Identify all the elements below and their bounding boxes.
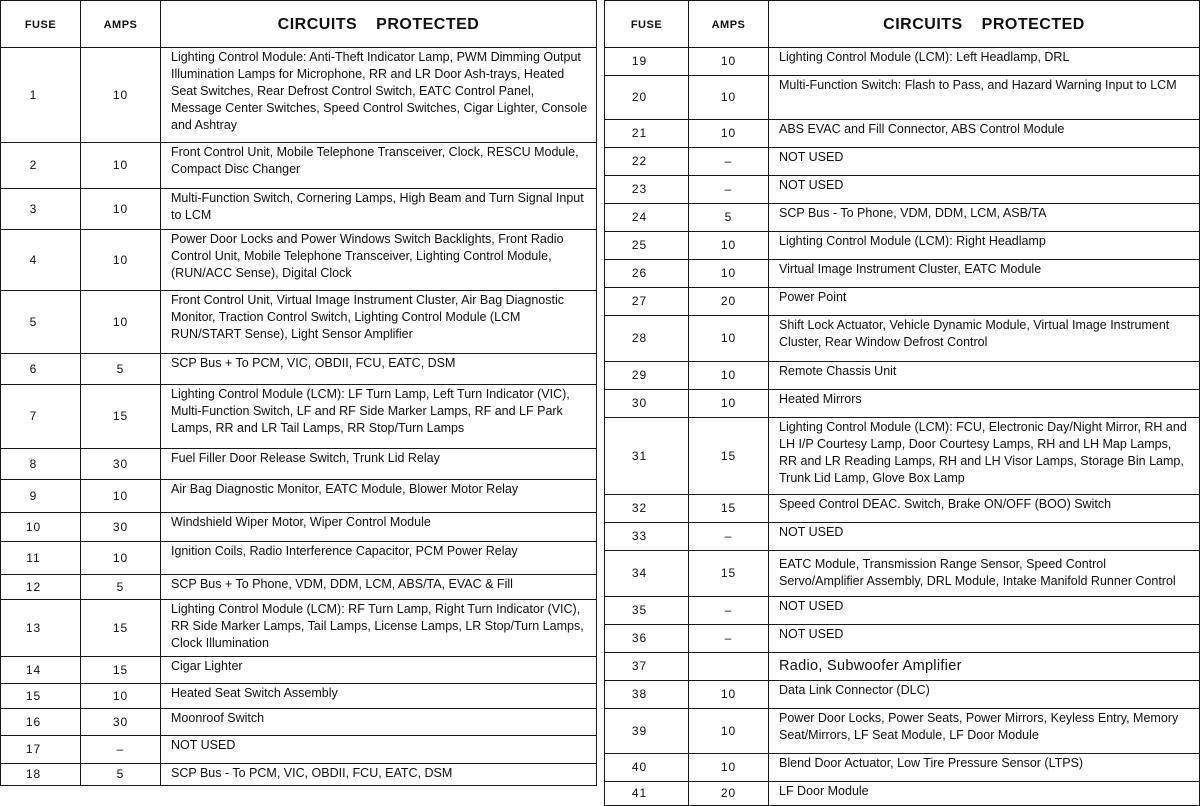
circuits-protected: Remote Chassis Unit (769, 362, 1200, 390)
fuse-amps: 30 (81, 513, 161, 542)
fuse-number: 6 (1, 354, 81, 385)
left-fuse-table-panel (0, 0, 597, 781)
fuse-number: 3 (1, 189, 81, 230)
fuse-amps: 10 (689, 754, 769, 782)
fuse-number: 29 (605, 362, 689, 390)
circuits-protected: Ignition Coils, Radio Interference Capacitor, PCM Power Relay (161, 542, 597, 575)
fuse-amps: 10 (689, 709, 769, 754)
circuits-protected: EATC Module, Transmission Range Sensor, Speed Control Servo/Amplifier Assembly, DRL Module, Intake Manifold Runner Control (769, 551, 1200, 597)
fuse-number: 19 (605, 48, 689, 76)
fuse-row (1, 600, 597, 657)
fuse-amps: 10 (81, 189, 161, 230)
fuse-amps: 10 (81, 542, 161, 575)
right-fuse-table (604, 0, 1200, 806)
fuse-row (1, 189, 597, 230)
fuse-number: 14 (1, 657, 81, 684)
fuse-row (1, 48, 597, 143)
fuse-number: 17 (1, 736, 81, 764)
fuse-amps: 10 (81, 230, 161, 291)
fuse-number: 20 (605, 76, 689, 120)
fuse-row (1, 449, 597, 480)
circuits-protected: Lighting Control Module (LCM): Left Headlamp, DRL (769, 48, 1200, 76)
fuse-amps: 5 (81, 354, 161, 385)
fuse-number: 5 (1, 291, 81, 354)
fuse-row (605, 653, 1200, 681)
fuse-number: 26 (605, 260, 689, 288)
fuse-amps: 15 (81, 385, 161, 449)
circuits-protected: SCP Bus - To PCM, VIC, OBDII, FCU, EATC, DSM (161, 764, 597, 786)
fuse-number: 30 (605, 390, 689, 418)
fuse-row (605, 148, 1200, 176)
circuits-protected: Power Point (769, 288, 1200, 316)
fuse-row (605, 232, 1200, 260)
fuse-number: 9 (1, 480, 81, 513)
fuse-amps: – (689, 597, 769, 625)
fuse-amps: 10 (81, 143, 161, 189)
circuits-protected: ABS EVAC and Fill Connector, ABS Control Module (769, 120, 1200, 148)
circuits-protected: SCP Bus - To Phone, VDM, DDM, LCM, ASB/TA (769, 204, 1200, 232)
fuse-number: 36 (605, 625, 689, 653)
fuse-amps: 15 (689, 495, 769, 523)
fuse-row (1, 385, 597, 449)
circuits-protected: Cigar Lighter (161, 657, 597, 684)
fuse-number: 31 (605, 418, 689, 495)
fuse-amps: – (81, 736, 161, 764)
fuse-number: 10 (1, 513, 81, 542)
circuits-protected: Shift Lock Actuator, Vehicle Dynamic Module, Virtual Image Instrument Cluster, Rear Window Defrost Control (769, 316, 1200, 362)
circuits-protected: NOT USED (769, 523, 1200, 551)
circuits-protected: Lighting Control Module (LCM): FCU, Electronic Day/Night Mirror, RH and LH I/P Courtesy Lamp, Door Courtesy Lamps, RH and LH Map Lamps, RR and LR Reading Lamps, RH and LH Visor Lamps, Storage Bin Lamp, Trunk Lid Lamp, Glove Box Lamp (769, 418, 1200, 495)
fuse-number: 39 (605, 709, 689, 754)
fuse-row (605, 204, 1200, 232)
fuse-number: 15 (1, 684, 81, 709)
fuse-row (605, 625, 1200, 653)
right-fuse-table-panel (604, 0, 1200, 800)
left-header-row (1, 1, 597, 48)
fuse-number: 22 (605, 148, 689, 176)
fuse-row (605, 782, 1200, 806)
circuits-protected: LF Door Module (769, 782, 1200, 806)
panel-divider (597, 0, 604, 778)
circuits-protected: Data Link Connector (DLC) (769, 681, 1200, 709)
fuse-amps: 10 (689, 120, 769, 148)
fuse-amps: 10 (689, 681, 769, 709)
circuits-protected: Multi-Function Switch, Cornering Lamps, High Beam and Turn Signal Input to LCM (161, 189, 597, 230)
fuse-row (605, 76, 1200, 120)
circuits-protected: Front Control Unit, Mobile Telephone Transceiver, Clock, RESCU Module, Compact Disc Changer (161, 143, 597, 189)
circuits-protected: Radio, Subwoofer Amplifier (769, 653, 1200, 681)
fuse-number: 37 (605, 653, 689, 681)
fuse-number: 40 (605, 754, 689, 782)
circuits-protected: Moonroof Switch (161, 709, 597, 736)
fuse-number: 38 (605, 681, 689, 709)
fuse-amps: 10 (689, 362, 769, 390)
circuits-protected: Lighting Control Module (LCM): LF Turn Lamp, Left Turn Indicator (VIC), Multi-Function Switch, LF and RF Side Marker Lamps, RF and LF Park Lamps, RR and LR Tail Lamps, RR Stop/Turn Lamps (161, 385, 597, 449)
fuse-row (605, 709, 1200, 754)
fuse-number: 12 (1, 575, 81, 600)
fuse-row (1, 230, 597, 291)
fuse-row (605, 48, 1200, 76)
fuse-number: 1 (1, 48, 81, 143)
fuse-amps (689, 653, 769, 681)
left-fuse-table (0, 0, 597, 786)
fuse-row (1, 291, 597, 354)
fuse-row (1, 143, 597, 189)
fuse-amps: – (689, 148, 769, 176)
fuse-amps: 10 (81, 480, 161, 513)
circuits-protected: Virtual Image Instrument Cluster, EATC Module (769, 260, 1200, 288)
circuits-protected: Power Door Locks, Power Seats, Power Mirrors, Keyless Entry, Memory Seat/Mirrors, LF Seat Module, LF Door Module (769, 709, 1200, 754)
fuse-number: 13 (1, 600, 81, 657)
fuse-row (605, 288, 1200, 316)
fuse-number: 11 (1, 542, 81, 575)
fuse-number: 23 (605, 176, 689, 204)
fuse-number: 27 (605, 288, 689, 316)
circuits-protected: Speed Control DEAC. Switch, Brake ON/OFF (BOO) Switch (769, 495, 1200, 523)
fuse-row (605, 418, 1200, 495)
fuse-number: 24 (605, 204, 689, 232)
fuse-row (605, 681, 1200, 709)
circuits-protected: Blend Door Actuator, Low Tire Pressure Sensor (LTPS) (769, 754, 1200, 782)
circuits-protected: Lighting Control Module (LCM): Right Headlamp (769, 232, 1200, 260)
fuse-amps: 15 (81, 657, 161, 684)
fuse-number: 41 (605, 782, 689, 806)
fuse-amps: 10 (689, 316, 769, 362)
fuse-number: 7 (1, 385, 81, 449)
circuits-column-header: CIRCUITS PROTECTED (161, 1, 597, 48)
fuse-amps: 15 (689, 418, 769, 495)
fuse-amps: 10 (81, 48, 161, 143)
fuse-amps: – (689, 625, 769, 653)
fuse-row (1, 764, 597, 786)
fuse-number: 16 (1, 709, 81, 736)
fuse-amps: 10 (81, 684, 161, 709)
fuse-row (605, 260, 1200, 288)
fuse-row (605, 362, 1200, 390)
amps-column-header: AMPS (689, 1, 769, 48)
fuse-column-header: FUSE (1, 1, 81, 48)
fuse-row (605, 120, 1200, 148)
circuits-protected: NOT USED (769, 597, 1200, 625)
fuse-amps: 20 (689, 288, 769, 316)
fuse-amps: 10 (689, 76, 769, 120)
fuse-number: 25 (605, 232, 689, 260)
circuits-protected: Lighting Control Module (LCM): RF Turn Lamp, Right Turn Indicator (VIC), RR Side Marker Lamps, Tail Lamps, License Lamps, LR Stop/Turn Lamps, Clock Illumination (161, 600, 597, 657)
circuits-protected: NOT USED (769, 148, 1200, 176)
fuse-number: 35 (605, 597, 689, 625)
fuse-row (1, 480, 597, 513)
fuse-amps: 5 (689, 204, 769, 232)
fuse-amps: 15 (81, 600, 161, 657)
circuits-protected: Fuel Filler Door Release Switch, Trunk Lid Relay (161, 449, 597, 480)
circuits-protected: NOT USED (769, 176, 1200, 204)
circuits-protected: Lighting Control Module: Anti-Theft Indicator Lamp, PWM Dimming Output Illumination Lamps for Microphone, RR and LR Door Ash-trays, Heated Seat Switches, Rear Defrost Control Switch, EATC Control Panel, Message Center Switches, Speed Control Switches, Cigar Lighter, Console and Ashtray (161, 48, 597, 143)
fuse-amps: 10 (689, 260, 769, 288)
fuse-row (1, 657, 597, 684)
fuse-number: 18 (1, 764, 81, 786)
fuse-row (605, 754, 1200, 782)
amps-column-header: AMPS (81, 1, 161, 48)
fuse-row (1, 736, 597, 764)
fuse-row (1, 513, 597, 542)
fuse-row (1, 542, 597, 575)
fuse-row (605, 176, 1200, 204)
fuse-amps: 30 (81, 709, 161, 736)
fuse-number: 32 (605, 495, 689, 523)
circuits-protected: Air Bag Diagnostic Monitor, EATC Module, Blower Motor Relay (161, 480, 597, 513)
fuse-amps: – (689, 523, 769, 551)
circuits-protected: SCP Bus + To Phone, VDM, DDM, LCM, ABS/TA, EVAC & Fill (161, 575, 597, 600)
circuits-protected: Front Control Unit, Virtual Image Instrument Cluster, Air Bag Diagnostic Monitor, Traction Control Switch, Lighting Control Module (LCM RUN/START Sense), Light Sensor Amplifier (161, 291, 597, 354)
fuse-row (605, 390, 1200, 418)
fuse-column-header: FUSE (605, 1, 689, 48)
circuits-protected: Heated Mirrors (769, 390, 1200, 418)
fuse-amps: 5 (81, 575, 161, 600)
fuse-row (605, 316, 1200, 362)
fuse-number: 34 (605, 551, 689, 597)
fuse-amps: 20 (689, 782, 769, 806)
right-header-row (605, 1, 1200, 48)
fuse-number: 33 (605, 523, 689, 551)
circuits-protected: Power Door Locks and Power Windows Switch Backlights, Front Radio Control Unit, Mobile Telephone Transceiver, Lighting Control Module, (RUN/ACC Sense), Digital Clock (161, 230, 597, 291)
fuse-row (605, 495, 1200, 523)
circuits-column-header: CIRCUITS PROTECTED (769, 1, 1200, 48)
fuse-row (605, 551, 1200, 597)
fuse-number: 28 (605, 316, 689, 362)
fuse-number: 4 (1, 230, 81, 291)
circuits-protected: NOT USED (769, 625, 1200, 653)
fuse-row (1, 354, 597, 385)
fuse-row (1, 684, 597, 709)
circuits-protected: SCP Bus + To PCM, VIC, OBDII, FCU, EATC, DSM (161, 354, 597, 385)
fuse-amps: 10 (689, 48, 769, 76)
fuse-amps: 15 (689, 551, 769, 597)
fuse-row (605, 597, 1200, 625)
fuse-number: 2 (1, 143, 81, 189)
fuse-row (605, 523, 1200, 551)
circuits-protected: Multi-Function Switch: Flash to Pass, and Hazard Warning Input to LCM (769, 76, 1200, 120)
circuits-protected: Windshield Wiper Motor, Wiper Control Module (161, 513, 597, 542)
fuse-amps: 10 (81, 291, 161, 354)
fuse-number: 21 (605, 120, 689, 148)
fuse-amps: 30 (81, 449, 161, 480)
fuse-row (1, 709, 597, 736)
fuse-amps: 5 (81, 764, 161, 786)
fuse-row (1, 575, 597, 600)
fuse-amps: 10 (689, 390, 769, 418)
fuse-amps: 10 (689, 232, 769, 260)
circuits-protected: NOT USED (161, 736, 597, 764)
fuse-amps: – (689, 176, 769, 204)
circuits-protected: Heated Seat Switch Assembly (161, 684, 597, 709)
fuse-number: 8 (1, 449, 81, 480)
